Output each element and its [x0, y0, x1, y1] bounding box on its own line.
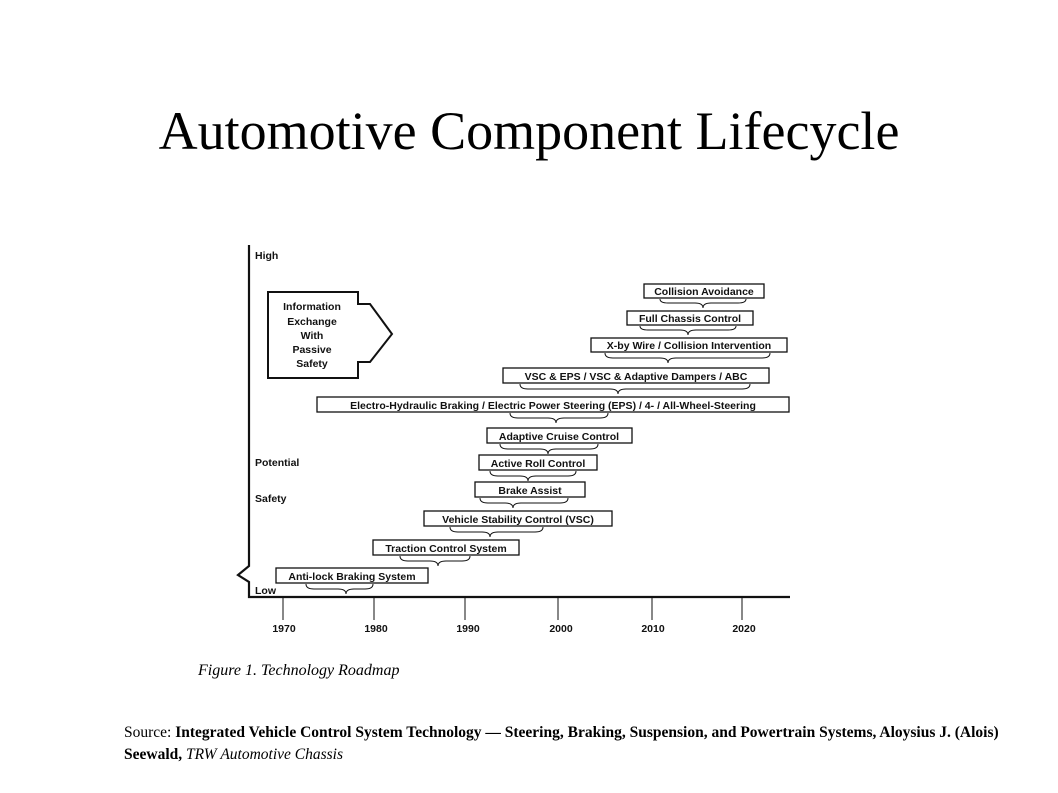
year-label: 2010: [641, 623, 665, 635]
tech-vsc-eps: [503, 368, 769, 394]
axis-label-potential: Potential: [255, 457, 300, 469]
figure-caption: Figure 1. Technology Roadmap: [198, 662, 400, 679]
tech-brake-assist: [475, 482, 585, 508]
tech-label: VSC & EPS / VSC & Adaptive Dampers / ABC: [524, 371, 748, 383]
tech-label: Traction Control System: [385, 543, 507, 555]
tech-collision-avoidance: [644, 284, 764, 308]
info-line-3: With: [300, 330, 324, 342]
tech-vehicle-stability-control: [424, 511, 612, 537]
axis-label-safety: Safety: [255, 493, 287, 505]
tech-traction-control-system: [373, 540, 519, 566]
information-exchange-arrow: [268, 292, 392, 378]
tech-label: Adaptive Cruise Control: [498, 431, 620, 443]
year-label: 2000: [549, 623, 573, 635]
tech-anti-lock-braking-system: [276, 568, 428, 594]
axis-label-high: High: [255, 250, 279, 262]
year-label: 1970: [272, 623, 296, 635]
tech-electro-hydraulic-braking: [317, 397, 789, 423]
info-line-5: Safety: [296, 358, 328, 370]
info-line-2: Exchange: [287, 316, 337, 328]
tech-label: Brake Assist: [498, 485, 562, 497]
info-line-1: Information: [283, 301, 341, 313]
tech-label: Active Roll Control: [490, 458, 586, 470]
source-org: TRW Automotive Chassis: [186, 746, 344, 763]
year-label: 2020: [732, 623, 756, 635]
source-citation: [124, 722, 1004, 766]
tech-label: X-by Wire / Collision Intervention: [606, 340, 772, 352]
info-line-4: Passive: [292, 344, 332, 356]
year-axis: [272, 597, 756, 635]
axis-label-low: Low: [255, 585, 276, 597]
tech-active-roll-control: [479, 455, 597, 481]
tech-label: Anti-lock Braking System: [288, 571, 416, 583]
year-label: 1980: [364, 623, 388, 635]
tech-x-by-wire: [591, 338, 787, 363]
slide-title: Automotive Component Lifecycle: [158, 101, 900, 161]
tech-label: Collision Avoidance: [654, 286, 754, 298]
source-title: Integrated Vehicle Control System Technology — Steering, Braking, Suspension, and Powertrain Systems, Aloysius J. (Alois) Seewald,: [124, 724, 999, 763]
tech-label: Vehicle Stability Control (VSC): [442, 514, 594, 526]
tech-label: Full Chassis Control: [638, 313, 742, 325]
year-label: 1990: [456, 623, 480, 635]
tech-full-chassis-control: [627, 311, 753, 335]
tech-label: Electro-Hydraulic Braking / Electric Power Steering (EPS) / 4- / All-Wheel-Steering: [350, 400, 756, 412]
tech-adaptive-cruise-control: [487, 428, 632, 454]
source-prefix: Source:: [124, 724, 176, 741]
